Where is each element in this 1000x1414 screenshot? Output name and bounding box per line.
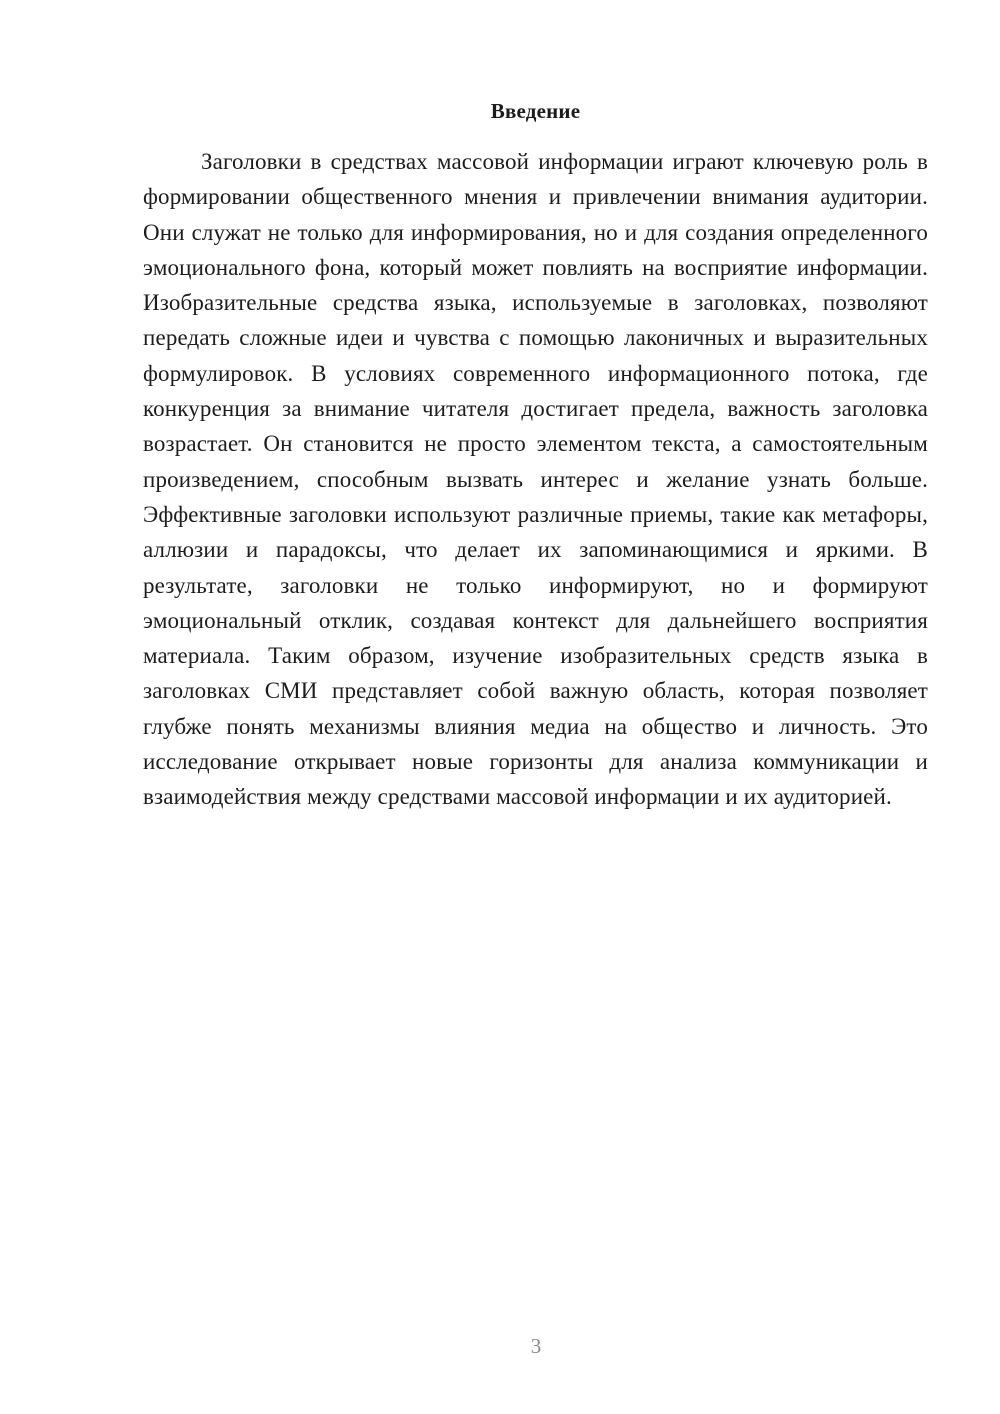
section-heading: Введение: [490, 99, 581, 123]
body-paragraph: Заголовки в средствах массовой информации играют ключевую роль в формировании общественного мнения и привлечении внимания аудитории. Они служат не только для информирования, но и для создания определенного эмоционального фона, который может повлиять на восприятие информации. Изобразительные средства языка, используемые в заголовках, позволяют передать сложные идеи и чувства с помощью лаконичных и выразительных формулировок. В условиях современного информационного потока, где конкуренция за внимание читателя достигает предела, важность заголовка возрастает. Он становится не просто элементом текста, а самостоятельным произведением, способным вызвать интерес и желание узнать больше. Эффективные заголовки используют различные приемы, такие как метафоры, аллюзии и парадоксы, что делает их запоминающимися и яркими. В результате, заголовки не только информируют, но и формируют эмоциональный отклик, создавая контекст для дальнейшего восприятия материала. Таким образом, изучение изобразительных средств языка в заголовках СМИ представляет собой важную область, которая позволяет глубже понять механизмы влияния медиа на общество и личность. Это исследование открывает новые горизонты для анализа коммуникации и взаимодействия между средствами массовой информации и их аудиторией.: [143, 149, 928, 810]
page-number: 3: [530, 1334, 542, 1358]
